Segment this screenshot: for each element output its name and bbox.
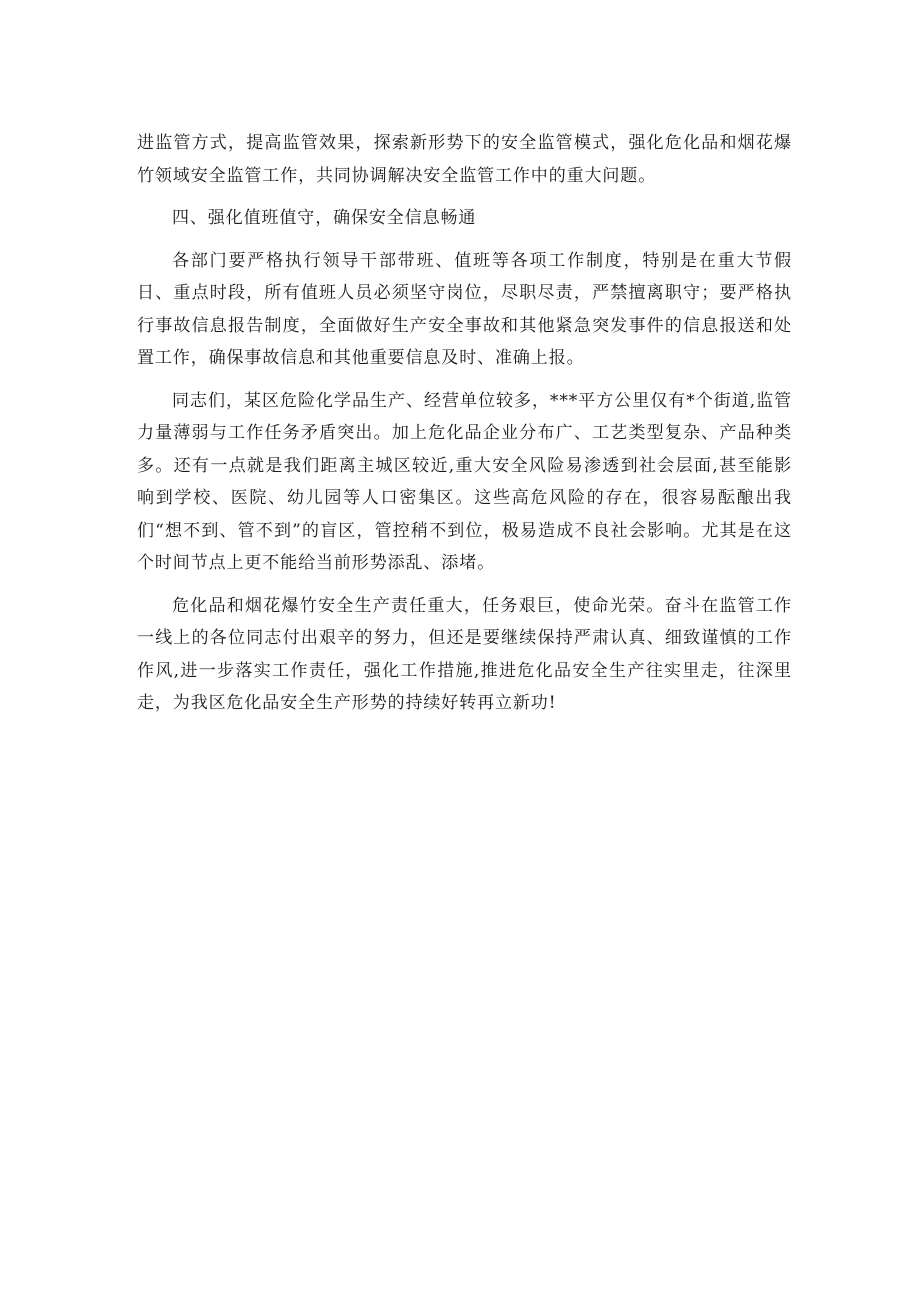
paragraph-closing: 危化品和烟花爆竹安全生产责任重大，任务艰巨，使命光荣。奋斗在监管工作一线上的各位同志付出艰辛的努力，但还是要继续保持严肃认真、细致谨慎的工作作风,进一步落实工作责任，强化工作措施,推进危化品安全生产往实里走，往深里走，为我区危化品安全生产形势的持续好转再立新功! [137, 595, 792, 713]
paragraph-duty-system: 各部门要严格执行领导干部带班、值班等各项工作制度，特别是在重大节假日、重点时段，所有值班人员必须坚守岗位，尽职尽责，严禁擅离职守；要严格执行事故信息报告制度，全面做好生产安全事故和其他紧急突发事件的信息报送和处置工作，确保事故信息和其他重要信息及时、准确上报。 [137, 250, 792, 368]
paragraph-risk-situation: 同志们，某区危险化学品生产、经营单位较多，***平方公里仅有*个街道,监管力量薄弱与工作任务矛盾突出。加上危化品企业分布广、工艺类型复杂、产品种类多。还有一点就是我们距离主城区较近,重大安全风险易渗透到社会层面,甚至能影响到学校、医院、幼儿园等人口密集区。这些高危风险的存在，很容易酝酿出我们“想不到、管不到”的盲区，管控稍不到位，极易造成不良社会影响。尤其是在这个时间节点上更不能给当前形势添乱、添堵。 [137, 390, 792, 573]
paragraph-continuation: 进监管方式，提高监管效果，探索新形势下的安全监管模式，强化危化品和烟花爆竹领域安全监管工作，共同协调解决安全监管工作中的重大问题。 [137, 133, 792, 186]
section-heading-four: 四、强化值班值守，确保安全信息畅通 [172, 208, 477, 228]
document-body [137, 127, 792, 720]
